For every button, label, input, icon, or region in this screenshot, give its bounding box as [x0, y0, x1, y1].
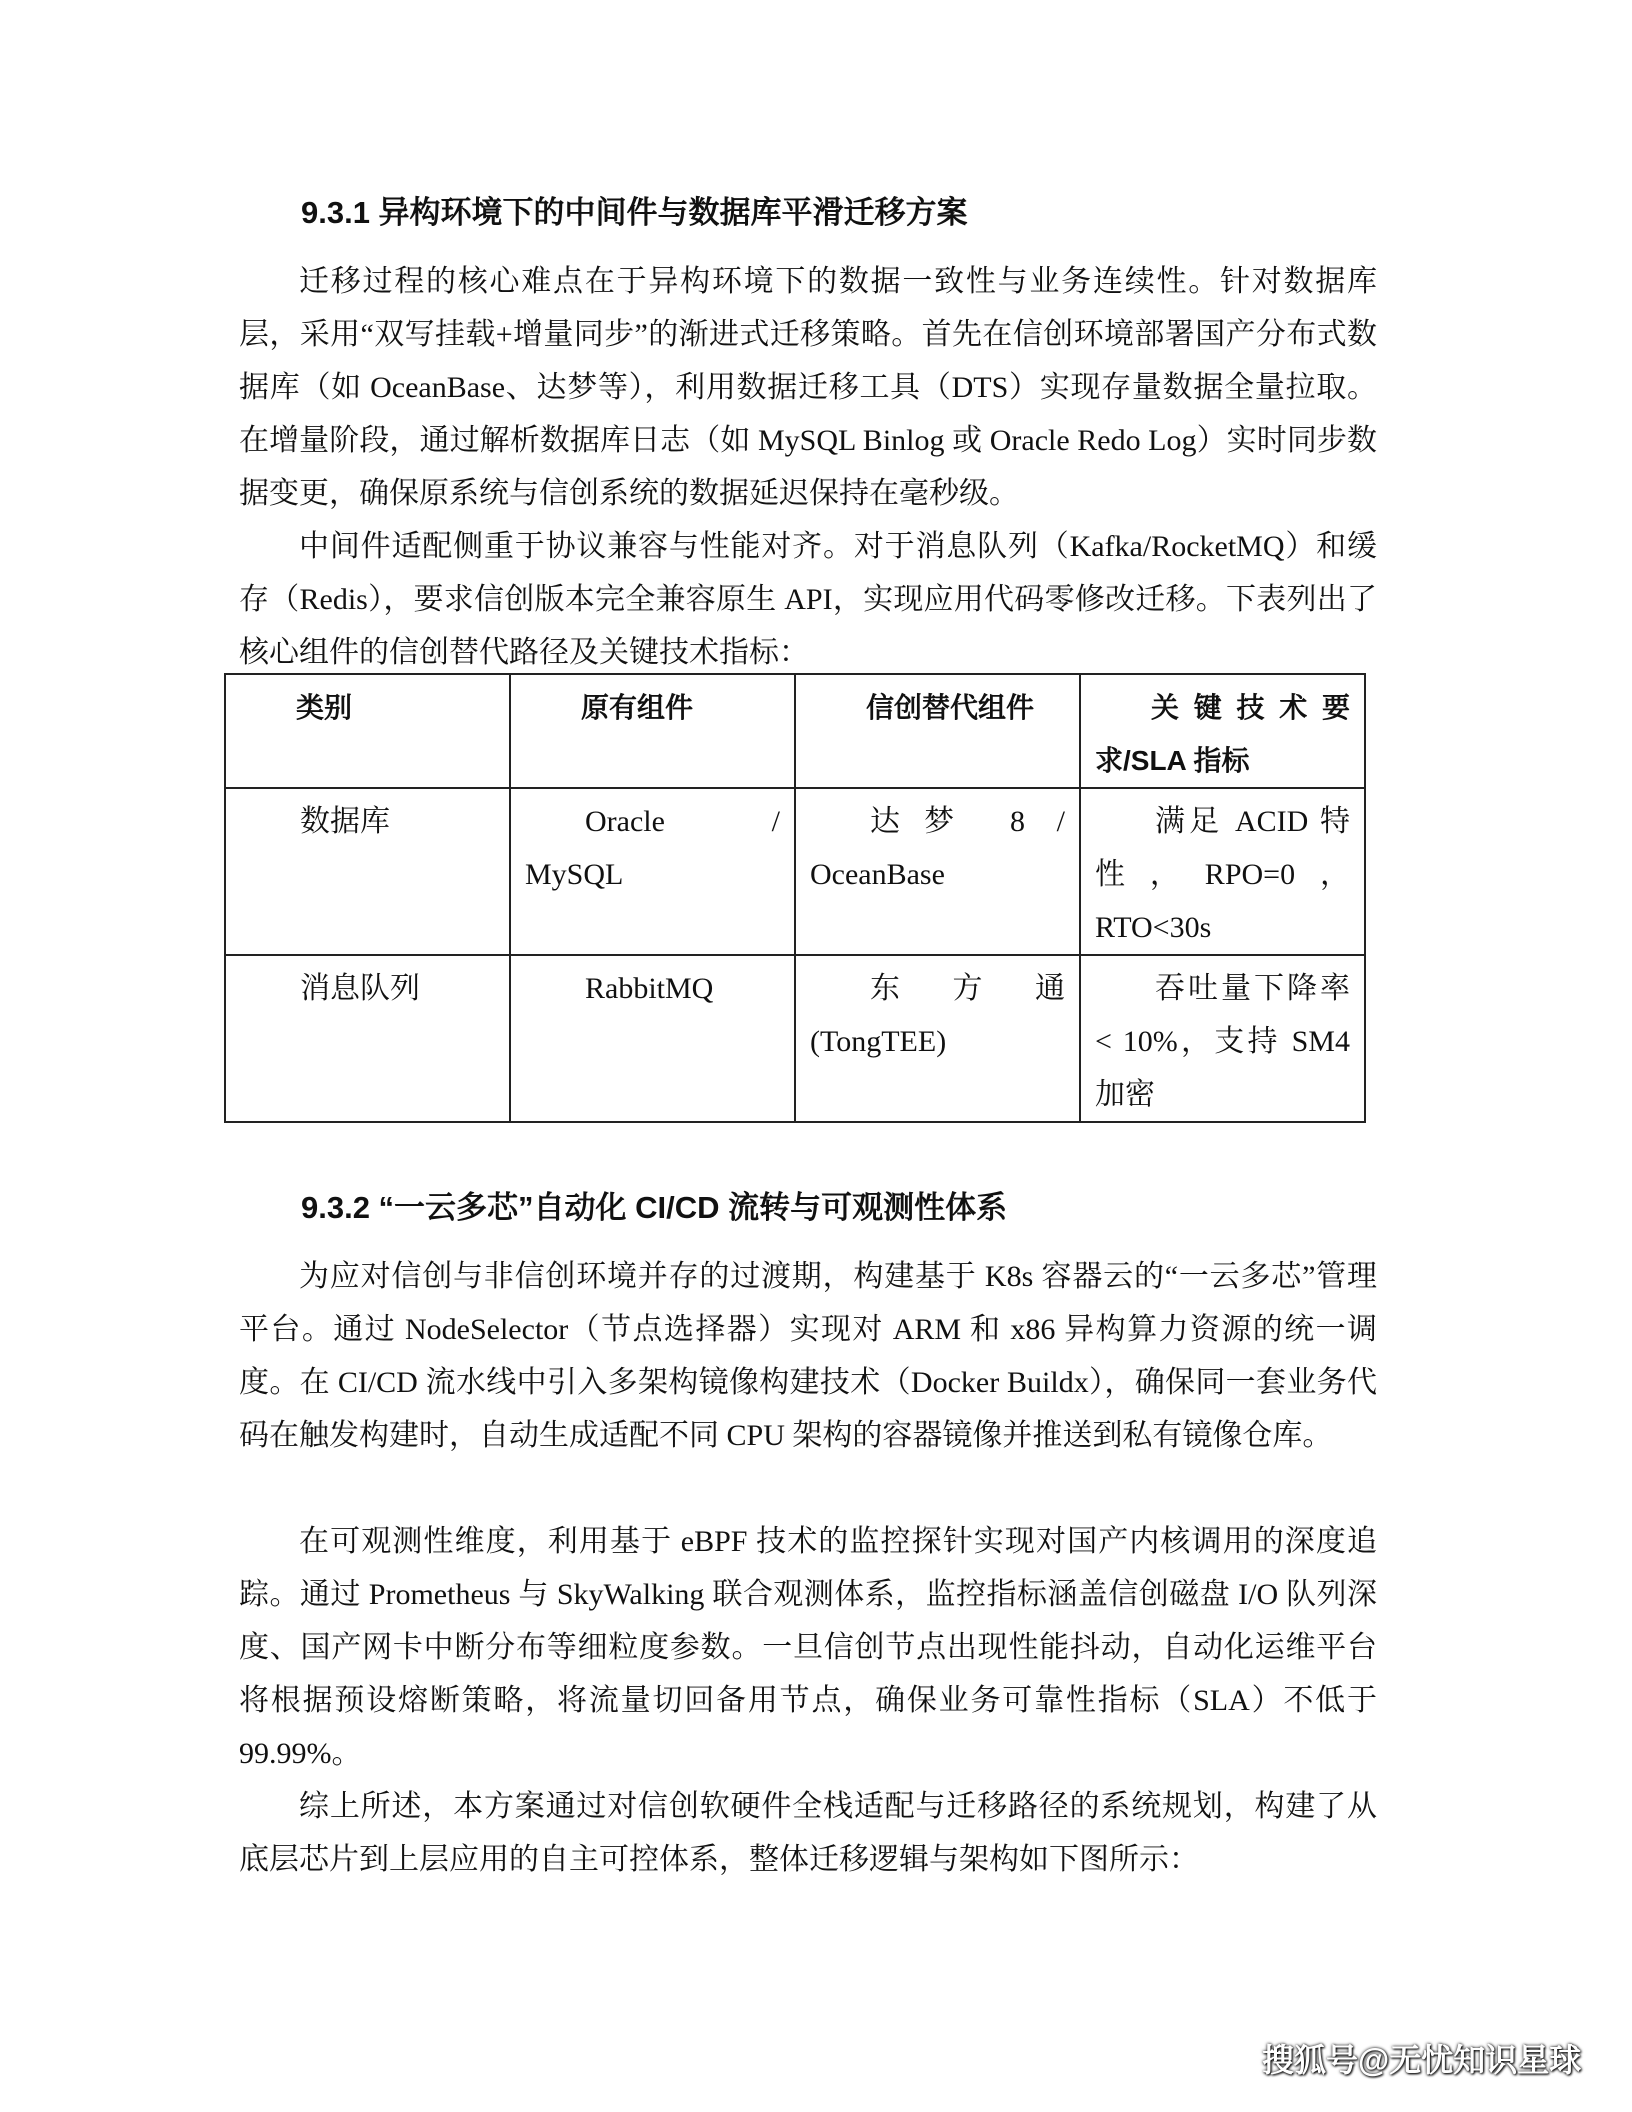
table-cell: 东方通(TongTEE) — [795, 955, 1080, 1122]
table-cell: 吞吐量下降率< 10%，支持 SM4 加密 — [1080, 955, 1365, 1122]
table-header-row — [225, 674, 1365, 788]
watermark: 搜狐号@无忧知识星球 — [1262, 2042, 1582, 2078]
paragraph: 在可观测性维度，利用基于 eBPF 技术的监控探针实现对国产内核调用的深度追踪。通过 Prometheus 与 SkyWalking 联合观测体系，监控指标涵盖信创磁盘 I/O 队列深度、国产网卡中断分布等细粒度参数。一旦信创节点出现性能抖动，自动化运维平台将根据预设熔断策略，将流量切回备用节点，确保业务可靠性指标（SLA）不低于 99.99%。 — [239, 1525, 1377, 1770]
table-cell: 满足 ACID 特性，RPO=0，RTO<30s — [1080, 788, 1365, 955]
component-replacement-table — [224, 673, 1366, 1123]
table-cell: 数据库 — [225, 788, 510, 955]
paragraph: 迁移过程的核心难点在于异构环境下的数据一致性与业务连续性。针对数据库层，采用“双写挂载+增量同步”的渐进式迁移策略。首先在信创环境部署国产分布式数据库（如 OceanBase、达梦等），利用数据迁移工具（DTS）实现存量数据全量拉取。在增量阶段，通过解析数据库日志（如 MySQL Binlog 或 Oracle Redo Log）实时同步数据变更，确保原系统与信创系统的数据延迟保持在毫秒级。 — [239, 265, 1377, 510]
table-cell: RabbitMQ — [510, 955, 795, 1122]
table-row — [225, 955, 1365, 1122]
paragraph: 综上所述，本方案通过对信创软硬件全栈适配与迁移路径的系统规划，构建了从底层芯片到上层应用的自主可控体系，整体迁移逻辑与架构如下图所示： — [239, 1790, 1377, 1876]
header-cell: 类别 — [225, 674, 510, 788]
table-cell: 达梦 8 / OceanBase — [795, 788, 1080, 955]
paragraph: 中间件适配侧重于协议兼容与性能对齐。对于消息队列（Kafka/RocketMQ）和缓存（Redis），要求信创版本完全兼容原生 API，实现应用代码零修改迁移。下表列出了核心组件的信创替代路径及关键技术指标： — [239, 530, 1377, 669]
table-cell: 消息队列 — [225, 955, 510, 1122]
paragraph: 为应对信创与非信创环境并存的过渡期，构建基于 K8s 容器云的“一云多芯”管理平台。通过 NodeSelector（节点选择器）实现对 ARM 和 x86 异构算力资源的统一调度。在 CI/CD 流水线中引入多架构镜像构建技术（Docker Buildx），确保同一套业务代码在触发构建时，自动生成适配不同 CPU 架构的容器镜像并推送到私有镜像仓库。 — [239, 1260, 1377, 1452]
header-cell: 关键技术要求/SLA 指标 — [1080, 674, 1365, 788]
table-cell: Oracle / MySQL — [510, 788, 795, 955]
section-heading-9-3-2: 9.3.2 “一云多芯”自动化 CI/CD 流转与可观测性体系 — [301, 1190, 1008, 1225]
header-cell: 信创替代组件 — [795, 674, 1080, 788]
section-heading-9-3-1: 9.3.1 异构环境下的中间件与数据库平滑迁移方案 — [301, 195, 968, 230]
table-row — [225, 788, 1365, 955]
header-cell: 原有组件 — [510, 674, 795, 788]
